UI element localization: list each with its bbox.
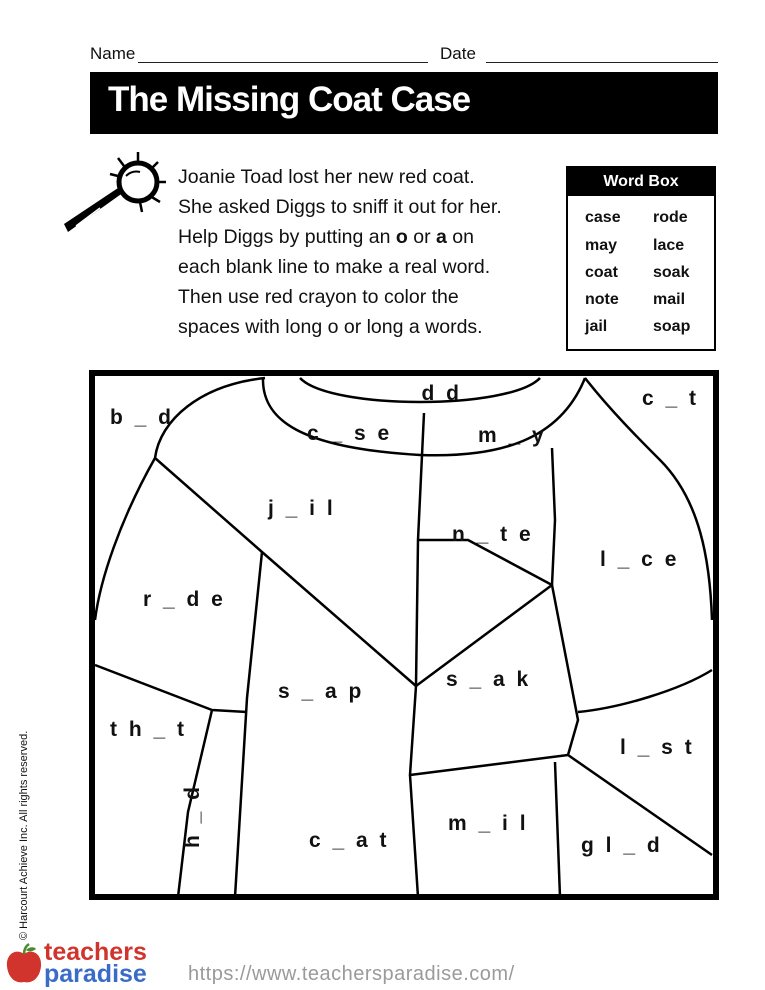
name-label: Name bbox=[90, 44, 136, 63]
puzzle-label-soak: s _ a k bbox=[446, 668, 532, 691]
word-box-word: note bbox=[585, 291, 619, 308]
word-box-word: may bbox=[585, 237, 618, 254]
puzzle-label-jail: j _ i l bbox=[268, 497, 336, 520]
puzzle-label-odd: _ d d bbox=[398, 382, 463, 405]
puzzle-label-glad: g l _ d bbox=[581, 834, 663, 857]
page-title: The Missing Coat Case bbox=[108, 80, 471, 119]
instruction-line: Then use red crayon to color the bbox=[178, 286, 459, 308]
brand-line2: paradise bbox=[44, 960, 147, 988]
instruction-line: spaces with long o or long a words. bbox=[178, 316, 483, 338]
puzzle-label-that: t h _ t bbox=[110, 718, 187, 741]
word-box-word: soap bbox=[653, 318, 691, 335]
puzzle-label-bed: b _ d bbox=[110, 406, 175, 429]
puzzle-label-hid: h _ d bbox=[181, 783, 204, 848]
word-box-word: soak bbox=[653, 264, 690, 281]
puzzle-label-cat: c _ t bbox=[642, 387, 700, 410]
instruction-line: each blank line to make a real word. bbox=[178, 256, 491, 278]
copyright-text: © Harcourt Achieve Inc. All rights reserved. bbox=[18, 730, 30, 940]
word-box-word: coat bbox=[585, 264, 618, 281]
brand-line1: teachers bbox=[44, 938, 147, 966]
puzzle-label-lace: l _ c e bbox=[600, 548, 680, 571]
puzzle-label-rode: r _ d e bbox=[143, 588, 226, 611]
puzzle-label-last: l _ s t bbox=[620, 736, 695, 759]
apple-icon bbox=[4, 942, 44, 986]
puzzle-label-may: m _ y bbox=[478, 424, 547, 447]
word-box-title: Word Box bbox=[568, 168, 714, 196]
instruction-line: Joanie Toad lost her new red coat. bbox=[178, 166, 475, 188]
date-label: Date bbox=[440, 44, 476, 63]
word-box-word: rode bbox=[653, 209, 688, 226]
word-box-word: jail bbox=[585, 318, 608, 335]
word-box-word: lace bbox=[653, 237, 685, 254]
puzzle-label-soap: s _ a p bbox=[278, 680, 365, 703]
word-box-word: case bbox=[585, 209, 621, 226]
instruction-line: Help Diggs by putting an o or a on bbox=[178, 226, 474, 248]
site-url[interactable]: https://www.teachersparadise.com/ bbox=[188, 963, 515, 985]
puzzle-label-case: c _ s e bbox=[307, 422, 393, 445]
puzzle-label-mail: m _ i l bbox=[448, 812, 529, 835]
puzzle-label-coat: c _ a t bbox=[309, 829, 390, 852]
puzzle-label-note: n _ t e bbox=[452, 523, 534, 546]
instruction-line: She asked Diggs to sniff it out for her. bbox=[178, 196, 502, 218]
word-box-word: mail bbox=[653, 291, 686, 308]
